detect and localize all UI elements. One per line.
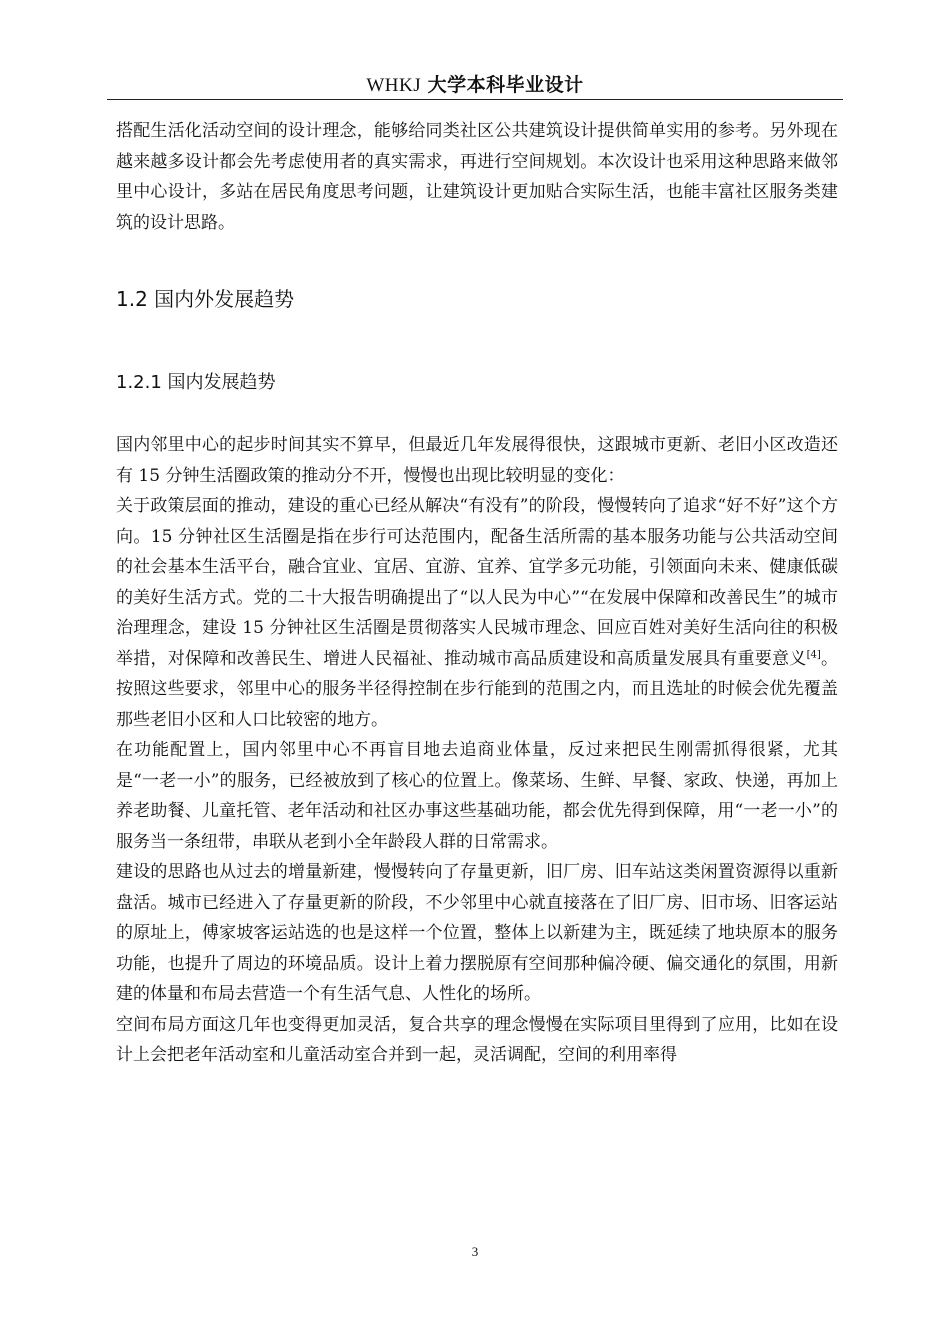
page-body — [116, 116, 838, 1071]
paragraph-1: 国内邻里中心的起步时间其实不算早，但最近几年发展得很快，这跟城市更新、老旧小区改造还有 15 分钟生活圈政策的推动分不开，慢慢也出现比较明显的变化： — [116, 435, 838, 486]
paragraph-4: 建设的思路也从过去的增量新建，慢慢转向了存量更新，旧厂房、旧车站这类闲置资源得以重新盘活。城市已经进入了存量更新的阶段，不少邻里中心就直接落在了旧厂房、旧市场、旧客运站的原址上，傅家坡客运站选的也是这样一个位置，整体上以新建为主，既延续了地块原本的服务功能，也提升了周边的环境品质。设计上着力摆脱原有空间那种偏冷硬、偏交通化的氛围，用新建的体量和布局去营造一个有生活气息、人性化的场所。 — [116, 862, 838, 1004]
paragraph-5: 空间布局方面这几年也变得更加灵活，复合共享的理念慢慢在实际项目里得到了应用，比如在设计上会把老年活动室和儿童活动室合并到一起，灵活调配，空间的利用率得 — [116, 1014, 838, 1065]
section-heading: 1.2 国内外发展趋势 — [116, 287, 295, 311]
citation-ref: [4] — [806, 648, 821, 660]
page-header — [0, 70, 950, 97]
paragraph-2-text: 关于政策层面的推动，建设的重心已经从解决“有没有”的阶段，慢慢转向了追求“好不好”这个方向。15 分钟社区生活圈是指在步行可达范围内，配备生活所需的基本服务功能与公共活动空间的社会基本生活平台，融合宜业、宜居、宜游、宜养、宜学多元功能，引领面向未来、健康低碳的美好生活方式。党的二十大报告明确提出了“以人民为中心”“在发展中保障和改善民生”的城市治理理念，建设 15 分钟社区生活圈是贯彻落实人民城市理念、回应百姓对美好生活向往的积极举措，对保障和改善民生、增进人民福祉、推动城市高品质建设和高质量发展具有重要意义 — [116, 496, 838, 669]
page-number: 3 — [471, 1244, 479, 1259]
header-latin: WHKJ — [366, 75, 422, 96]
header-rule — [107, 99, 843, 100]
header-title: 大学本科毕业设计 — [427, 74, 584, 96]
paragraph-2-tail: 。按照这些要求，邻里中心的服务半径得控制在步行能到的范围之内，而且选址的时候会优先覆盖那些老旧小区和人口比较密的地方。 — [116, 648, 838, 730]
paragraph-3: 在功能配置上，国内邻里中心不再盲目地去追商业体量，反过来把民生刚需抓得很紧，尤其是“一老一小”的服务，已经被放到了核心的位置上。像菜场、生鲜、早餐、家政、快递，再加上养老助餐、儿童托管、老年活动和社区办事这些基础功能，都会优先得到保障，用“一老一小”的服务当一条纽带，串联从老到小全年龄段人群的日常需求。 — [116, 740, 838, 852]
intro-paragraph: 搭配生活化活动空间的设计理念，能够给同类社区公共建筑设计提供简单实用的参考。另外现在越来越多设计都会先考虑使用者的真实需求，再进行空间规划。本次设计也采用这种思路来做邻里中心设计，多站在居民角度思考问题，让建筑设计更加贴合实际生活，也能丰富社区服务类建筑的设计思路。 — [116, 121, 838, 233]
subsection-heading: 1.2.1 国内发展趋势 — [116, 372, 276, 393]
paragraph-2 — [116, 491, 838, 735]
